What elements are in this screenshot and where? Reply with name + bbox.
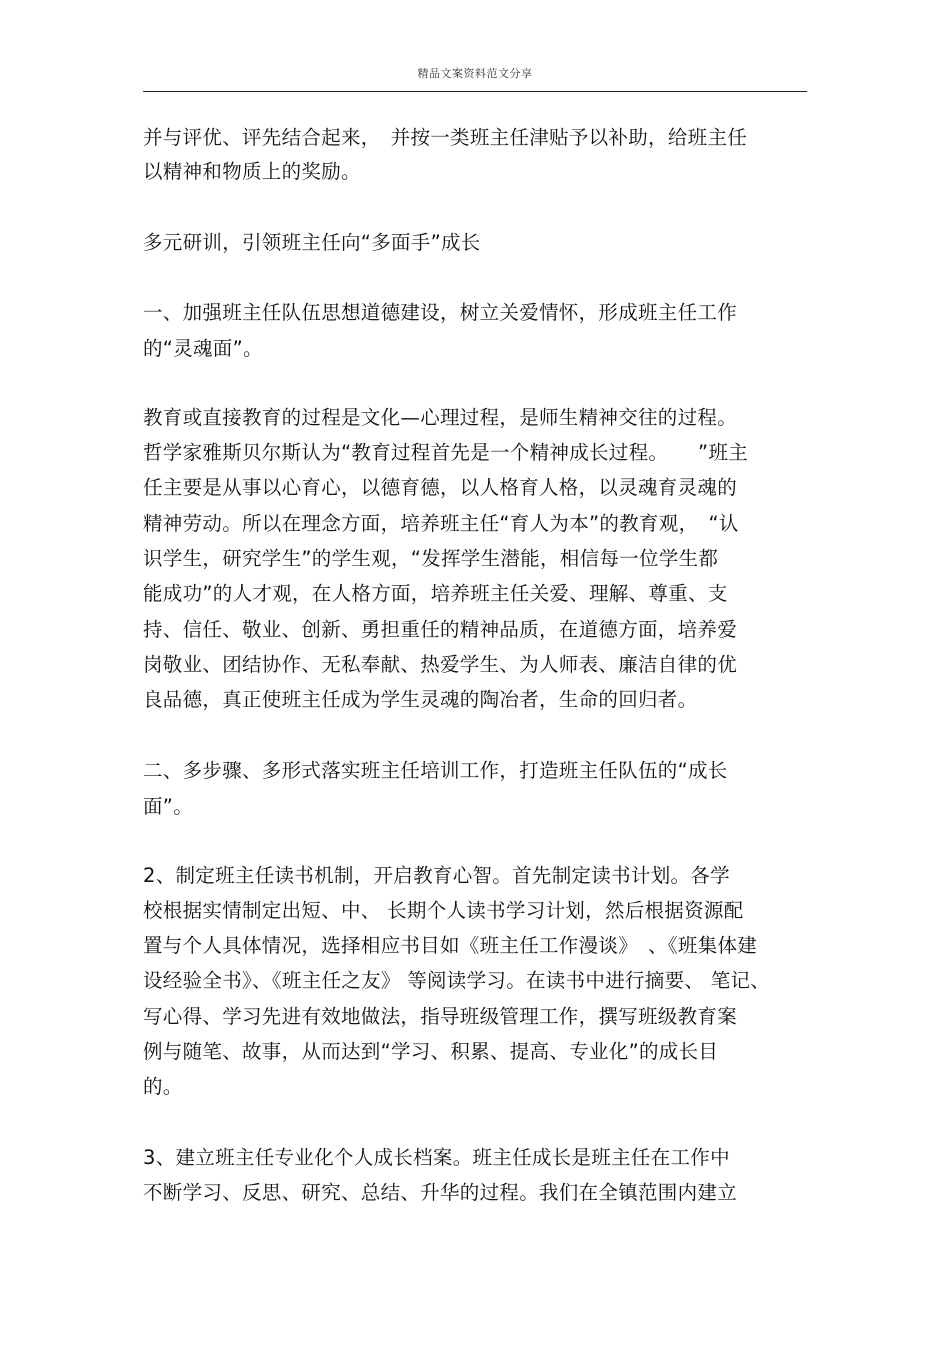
- body-line: 能成功”的人才观，在人格方面，培养班主任关爱、理解、尊重、支: [143, 582, 728, 605]
- section-heading: 面”。: [143, 795, 194, 818]
- body-line: 教育或直接教育的过程是文化—心理过程，是师生精神交往的过程。: [143, 406, 738, 429]
- header-divider: [143, 91, 807, 92]
- body-line: 精神劳动。所以在理念方面，培养班主任“育人为本”的教育观， “认: [143, 512, 739, 535]
- body-line: 置与个人具体情况，选择相应书目如《班主任工作漫谈》 、《班集体建: [143, 934, 758, 957]
- body-line: 校根据实情制定出短、中、 长期个人读书学习计划，然后根据资源配: [143, 899, 744, 922]
- body-line: 的。: [143, 1075, 183, 1098]
- body-line: 岗敬业、团结协作、无私奉献、热爱学生、为人师表、廉洁自律的优: [143, 653, 738, 676]
- section-heading: 多元研训，引领班主任向“多面手”成长: [143, 231, 481, 254]
- body-line: 以精神和物质上的奖励。: [143, 160, 361, 183]
- body-line: 例与随笔、故事，从而达到“学习、积累、提高、专业化”的成长目: [143, 1040, 719, 1063]
- body-line: 设经验全书》、《班主任之友》 等阅读学习。在读书中进行摘要、 笔记、: [143, 969, 771, 992]
- section-heading: 二、多步骤、多形式落实班主任培训工作，打造班主任队伍的“成长: [143, 759, 728, 782]
- body-line: 不断学习、反思、研究、总结、升华的过程。我们在全镇范围内建立: [143, 1181, 738, 1204]
- body-line: 2、制定班主任读书机制，开启教育心智。首先制定读书计划。各学: [143, 864, 730, 887]
- page-header: 精品文案资料范文分享: [417, 67, 533, 80]
- section-heading: 一、加强班主任队伍思想道德建设，树立关爱情怀，形成班主任工作: [143, 301, 738, 324]
- body-line: 写心得、学习先进有效地做法，指导班级管理工作，撰写班级教育案: [143, 1005, 738, 1028]
- body-line: 哲学家雅斯贝尔斯认为“教育过程首先是一个精神成长过程。 ”班主: [143, 441, 749, 464]
- body-line: 良品德，真正使班主任成为学生灵魂的陶冶者，生命的回归者。: [143, 688, 698, 711]
- body-line: 并与评优、评先结合起来， 并按一类班主任津贴予以补助，给班主任: [143, 126, 748, 149]
- body-line: 任主要是从事以心育心，以德育德，以人格育人格，以灵魂育灵魂的: [143, 476, 738, 499]
- section-heading: 的“灵魂面”。: [143, 337, 263, 360]
- body-line: 持、信任、敬业、创新、勇担重任的精神品质，在道德方面，培养爱: [143, 618, 738, 641]
- body-line: 3、建立班主任专业化个人成长档案。班主任成长是班主任在工作中: [143, 1146, 730, 1169]
- body-line: 识学生，研究学生”的学生观，“发挥学生潜能，相信每一位学生都: [143, 547, 719, 570]
